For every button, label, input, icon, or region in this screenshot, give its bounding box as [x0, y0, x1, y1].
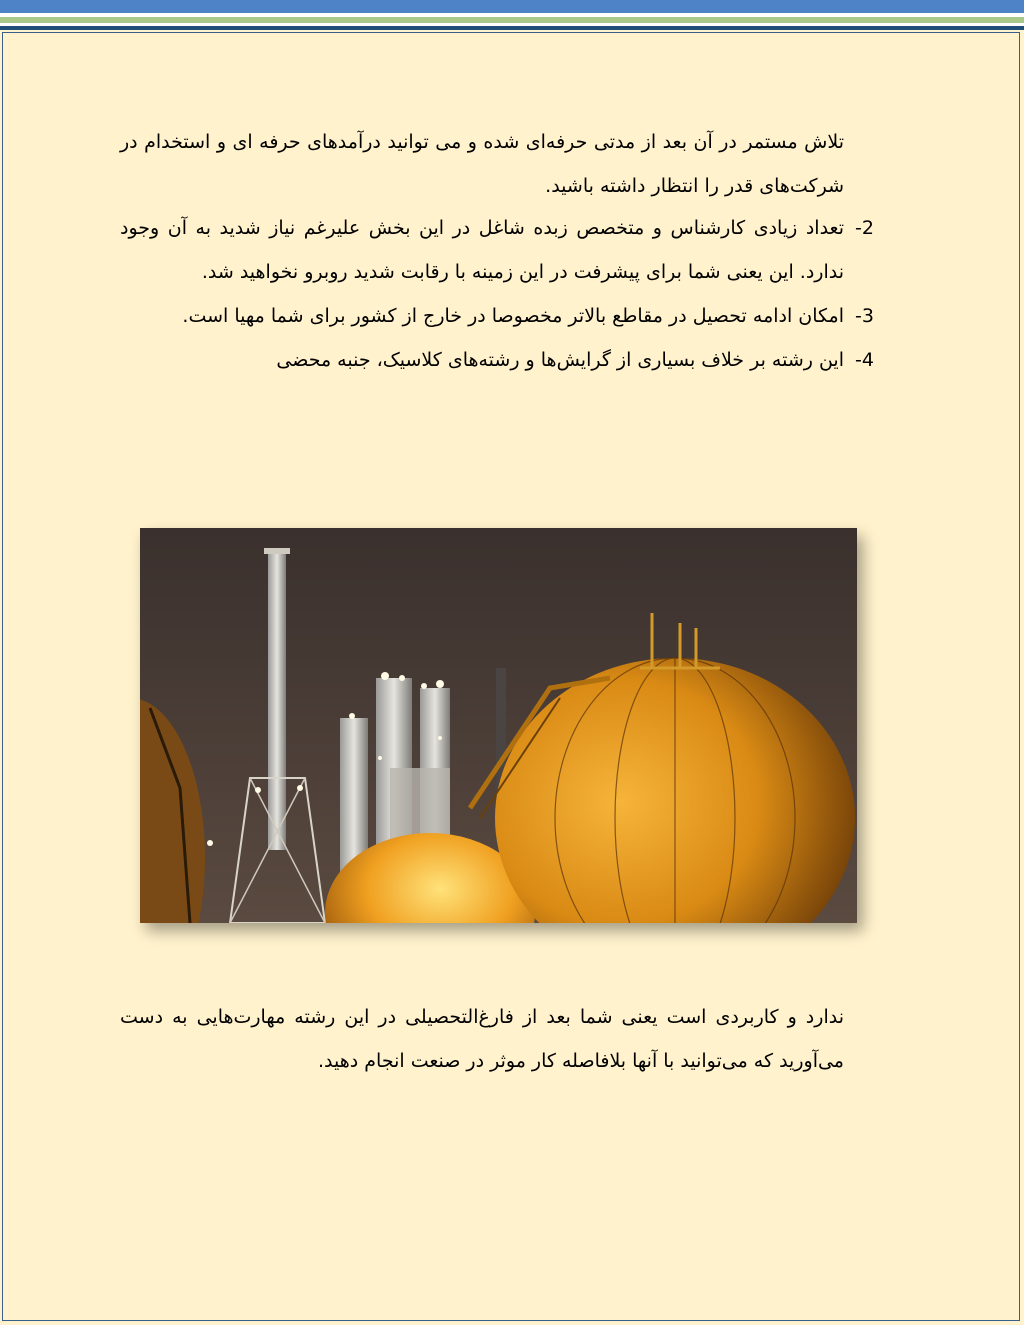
list-item-number: -4	[855, 349, 874, 371]
list-item	[120, 206, 874, 294]
list-item-number: -2	[855, 217, 874, 239]
header-dark-line	[0, 26, 1024, 30]
list-item-text: این رشته بر خلاف بسیاری از گرایش‌ها و رشته‌های کلاسیک، جنبه محضی	[276, 349, 844, 371]
refinery-photo	[140, 528, 857, 923]
list-item	[120, 338, 874, 382]
numbered-list	[120, 206, 874, 382]
list-item-number: -3	[855, 305, 874, 327]
header-blue-band	[0, 0, 1024, 13]
list-item	[120, 294, 874, 338]
list-item-text: امکان ادامه تحصیل در مقاطع بالاتر مخصوصا در خارج از کشور برای شما مهیا است.	[182, 305, 844, 327]
intro-paragraph: تلاش مستمر در آن بعد از مدتی حرفه‌ای شده و می توانید درآمدهای حرفه ای و استخدام در شرکت‌های قدر را انتظار داشته باشید.	[120, 131, 844, 197]
closing-paragraph: ندارد و کاربردی است یعنی شما بعد از فارغ‌التحصیلی در این رشته مهارت‌هایی به دست می‌آورید که می‌توانید با آنها بلافاصله کار موثر در صنعت انجام دهید.	[120, 1006, 844, 1072]
list-item-text: تعداد زیادی کارشناس و متخصص زبده شاغل در این بخش علیرغم نیاز شدید به آن وجود ندارد. این یعنی شما برای پیشرفت در این زمینه با رقابت شدید روبرو نخواهید شد.	[120, 217, 844, 283]
